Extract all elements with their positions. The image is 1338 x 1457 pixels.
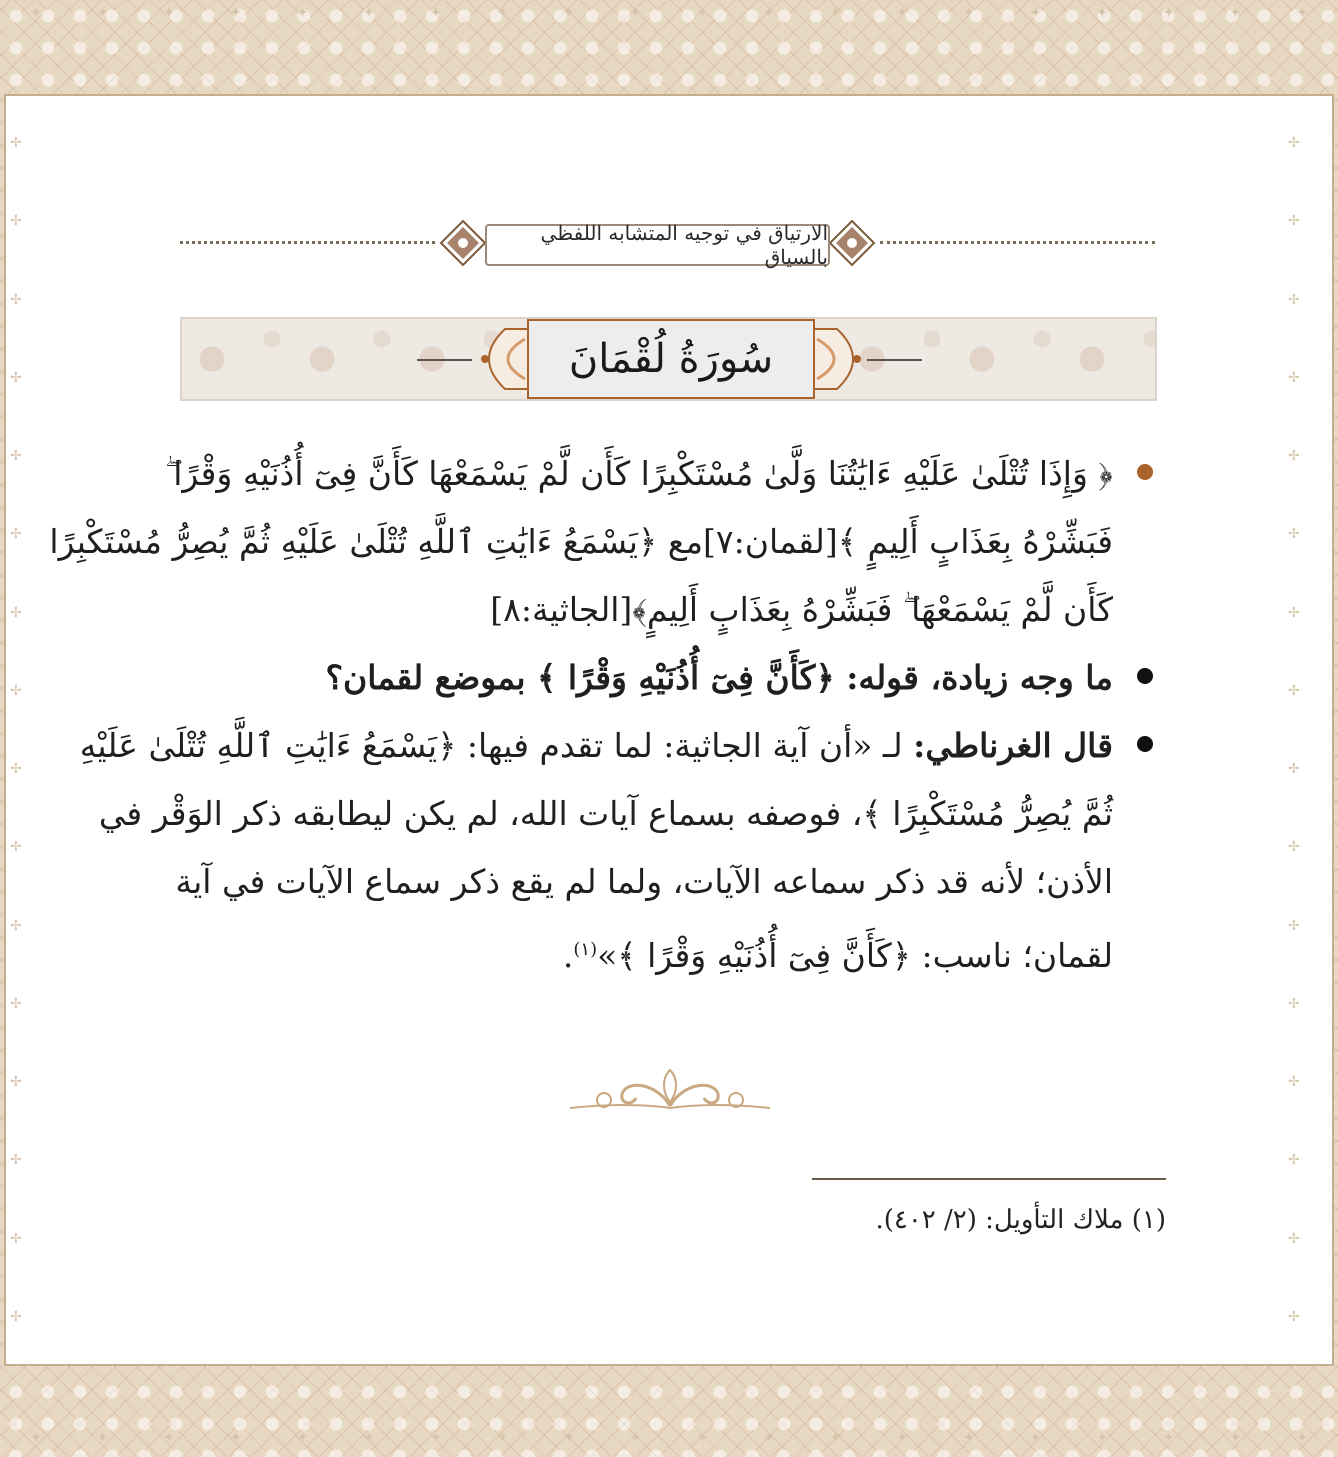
text-line: فَبَشِّرْهُ بِعَذَابٍ أَلِيمٍ ﴾[لقمان:٧]مع ﴿يَسْمَعُ ءَايَٰتِ ٱللَّهِ تُتْلَىٰ عَلَيْهِ ثُمَّ يُصِرُّ مُسْتَكْبِرًا (49, 522, 1113, 561)
text-line: ثُمَّ يُصِرُّ مُسْتَكْبِرًا ﴾، فوصفه بسماع آيات الله، لم يكن ليطابقه ذكر الوَقْر في (98, 794, 1113, 833)
running-title: الارتياق في توجيه المتشابه اللفظي بالسياق (485, 224, 830, 266)
paragraph-3 (79, 712, 1161, 990)
body-text (49, 440, 1161, 990)
left-border-ornament: ✢ ✢ ✢ ✢ ✢ ✢ ✢ ✢ ✢ ✢ ✢ ✢ ✢ ✢ ✢ ✢ (10, 135, 22, 1325)
running-head (180, 215, 1155, 271)
bottom-border-ornament: ✦ ✦ ✦ ✦ ✦ ✦ ✦ ✦ ✦ ✦ ✦ ✦ ✦ ✦ ✦ ✦ ✦ ✦ ✦ ✦ (30, 1430, 1308, 1446)
surah-title-box (527, 319, 815, 399)
text-line: الأذن؛ لأنه قد ذكر سماعه الآيات، ولما لم يقع ذكر سماع الآيات في آية (175, 862, 1113, 901)
left-head-ornament-icon (439, 219, 487, 267)
text-line: ﴿ وَإِذَا تُتْلَىٰ عَلَيْهِ ءَايَٰتُنَا وَلَّىٰ مُسْتَكْبِرًا كَأَن لَّمْ يَسْمَعْهَا كَأَنَّ فِىٓ أُذُنَيْهِ وَقْرًا ۖ (165, 454, 1113, 493)
section-divider-icon (566, 1062, 774, 1118)
text-line: كَأَن لَّمْ يَسْمَعْهَا ۖ فَبَشِّرْهُ بِعَذَابٍ أَلِيمٍ﴾[الجاثية:٨] (490, 590, 1113, 629)
quote-lead: قال الغرناطي: (913, 726, 1113, 765)
paragraph-2 (186, 644, 1161, 712)
bullet-icon (1137, 668, 1153, 684)
banner-line-left (417, 359, 472, 361)
surah-ornament-right-icon (807, 325, 877, 393)
text-line: لقمان؛ ناسب: ﴿كَأَنَّ فِىٓ أُذُنَيْهِ وَقْرًا ﴾» (597, 936, 1113, 975)
dotted-rule-right (880, 241, 1155, 244)
running-title-box (435, 215, 880, 271)
top-border-ornament: ✦ ✦ ✦ ✦ ✦ ✦ ✦ ✦ ✦ ✦ ✦ ✦ ✦ ✦ ✦ ✦ ✦ ✦ ✦ ✦ (30, 5, 1308, 21)
bullet-icon (1137, 464, 1153, 480)
surah-banner (180, 317, 1157, 401)
question-line: ما وجه زيادة، قوله: ﴿كَأَنَّ فِىٓ أُذُنَيْهِ وَقْرًا ﴾ بموضع لقمان؟ (325, 658, 1113, 697)
paragraph-1 (49, 440, 1161, 644)
text-line: لـ «أن آية الجاثية: لما تقدم فيها: ﴿يَسْمَعُ ءَايَٰتِ ٱللَّهِ تُتْلَىٰ عَلَيْهِ (79, 726, 903, 765)
footnote-ref[interactable]: (١) (573, 939, 598, 960)
dotted-rule-left (180, 241, 435, 244)
footnote: (١) ملاك التأويل: (٢/ ٤٠٢). (875, 1205, 1166, 1235)
right-head-ornament-icon (828, 219, 876, 267)
right-border-ornament: ✢ ✢ ✢ ✢ ✢ ✢ ✢ ✢ ✢ ✢ ✢ ✢ ✢ ✢ ✢ ✢ (1288, 135, 1300, 1325)
footnote-rule (812, 1178, 1166, 1180)
surah-title: سُورَةُ لُقْمَانَ (568, 336, 774, 382)
sentence-end: . (562, 936, 574, 975)
surah-ornament-left-icon (465, 325, 535, 393)
bullet-icon (1137, 736, 1153, 752)
